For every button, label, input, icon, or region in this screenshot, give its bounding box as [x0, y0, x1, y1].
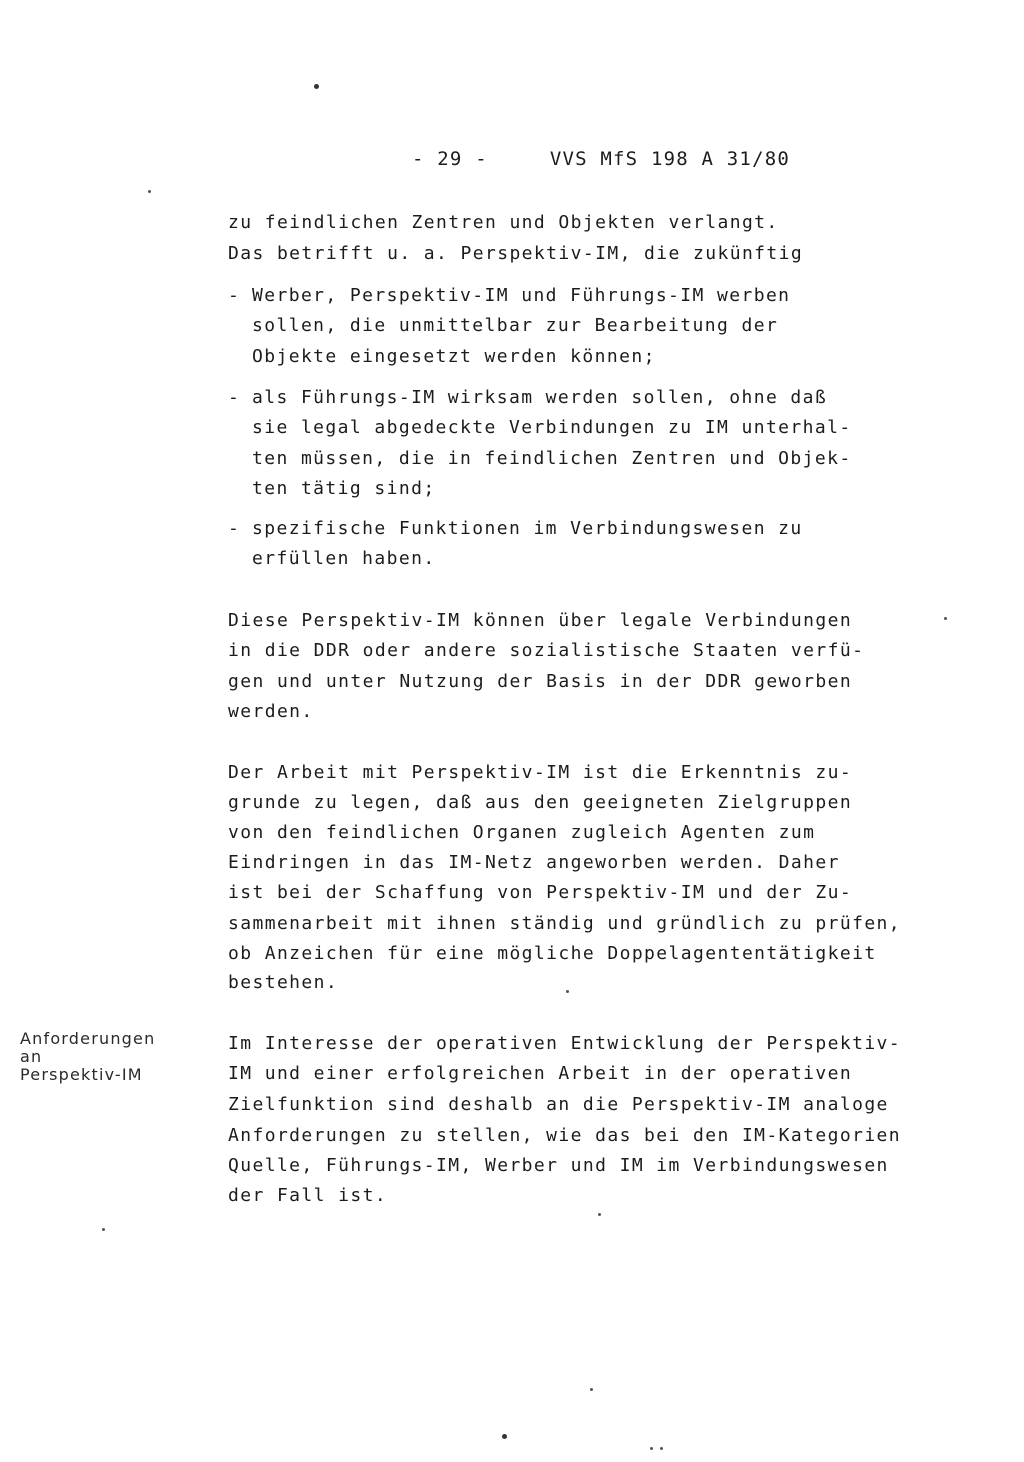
text-line: bestehen.	[228, 972, 339, 993]
bullet-line: ten tätig sind;	[252, 478, 436, 499]
text-line: Quelle, Führungs-IM, Werber und IM im Verbindungswesen	[228, 1155, 889, 1176]
text-line: werden.	[228, 701, 314, 722]
scan-speck	[102, 1228, 105, 1231]
scan-speck	[148, 190, 151, 193]
bullet-dash: -	[228, 285, 239, 306]
text-line: von den feindlichen Organen zugleich Agenten zum	[228, 822, 816, 843]
text-line: Das betrifft u. a. Perspektiv-IM, die zukünftig	[228, 243, 804, 264]
text-line: Diese Perspektiv-IM können über legale Verbindungen	[228, 610, 853, 631]
margin-note	[20, 1030, 200, 1084]
text-line: Im Interesse der operativen Entwicklung der Perspektiv-	[228, 1033, 902, 1054]
text-line: Zielfunktion sind deshalb an die Perspektiv-IM analoge	[228, 1094, 889, 1115]
text-line: in die DDR oder andere sozialistische Staaten verfü-	[228, 640, 865, 661]
text-line: Anforderungen zu stellen, wie das bei den IM-Kategorien	[228, 1125, 902, 1146]
bullet-line: ten müssen, die in feindlichen Zentren und Objek-	[252, 448, 852, 469]
bullet-line: sie legal abgedeckte Verbindungen zu IM unterhal-	[252, 417, 852, 438]
bullet-dash: -	[228, 387, 239, 408]
text-line: grunde zu legen, daß aus den geeigneten Zielgruppen	[228, 792, 853, 813]
text-line: sammenarbeit mit ihnen ständig und gründlich zu prüfen,	[228, 913, 902, 934]
scan-speck	[660, 1447, 663, 1450]
margin-note-line: Perspektiv-IM	[20, 1065, 143, 1084]
margin-note-line: an	[20, 1047, 43, 1066]
scan-speck	[314, 84, 319, 89]
bullet-line: erfüllen haben.	[252, 548, 436, 569]
bullet-line: spezifische Funktionen im Verbindungswesen zu	[252, 518, 803, 539]
scan-speck	[566, 990, 569, 993]
text-line: Der Arbeit mit Perspektiv-IM ist die Erkenntnis zu-	[228, 762, 853, 783]
text-line: IM und einer erfolgreichen Arbeit in der operativen	[228, 1063, 853, 1084]
text-line: ist bei der Schaffung von Perspektiv-IM und der Zu-	[228, 882, 853, 903]
text-line: ob Anzeichen für eine mögliche Doppelagententätigkeit	[228, 943, 877, 964]
text-line: gen und unter Nutzung der Basis in der DDR geworben	[228, 671, 853, 692]
scan-speck	[502, 1434, 507, 1439]
bullet-dash: -	[228, 518, 239, 539]
margin-note-line: Anforderungen	[20, 1029, 156, 1048]
scan-speck	[590, 1388, 593, 1391]
text-line: zu feindlichen Zentren und Objekten verlangt.	[228, 212, 779, 233]
text-line: der Fall ist.	[228, 1185, 388, 1206]
scan-speck	[650, 1447, 653, 1450]
bullet-line: sollen, die unmittelbar zur Bearbeitung der	[252, 315, 779, 336]
scan-speck	[598, 1213, 601, 1216]
document-reference: VVS MfS 198 A 31/80	[549, 148, 790, 170]
scan-speck	[944, 617, 947, 620]
text-line: Eindringen in das IM-Netz angeworben werden. Daher	[228, 852, 840, 873]
bullet-line: Werber, Perspektiv-IM und Führungs-IM werben	[252, 285, 791, 306]
bullet-line: Objekte eingesetzt werden können;	[252, 346, 656, 367]
bullet-line: als Führungs-IM wirksam werden sollen, ohne daß	[252, 387, 828, 408]
page-header	[412, 148, 790, 170]
page-number: - 29 -	[412, 148, 488, 170]
